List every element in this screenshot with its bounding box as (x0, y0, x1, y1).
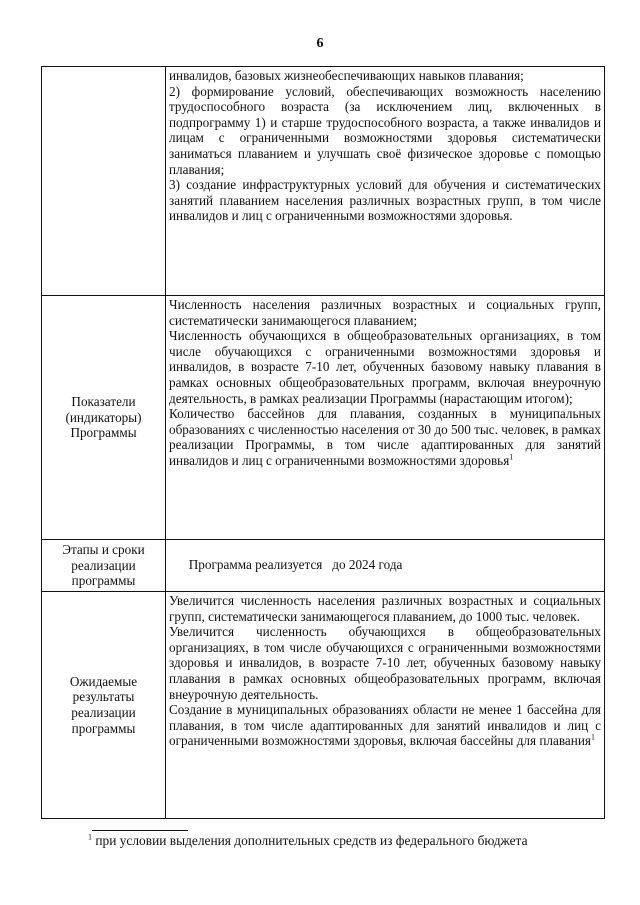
footnote-marker: 1 (590, 732, 595, 742)
results-label-cell (42, 592, 166, 819)
footnote (88, 833, 528, 849)
stages-label-line-2: реализации (71, 557, 136, 573)
results-paragraph-2: Увеличится численность обучающихся в общеобразовательных организациях, в том числе обучающихся с ограниченными возможностями здоровья и инвалидов, в возрасте 7-10 лет, обученных базовому навыку плавания в рамках основных общеобразовательных программ, включая внеурочную деятельность. (169, 624, 601, 702)
footnote-text: при условии выделения дополнительных средств из федерального бюджета (95, 833, 528, 848)
table-row-results (42, 592, 605, 819)
results-paragraph-3 (169, 702, 601, 749)
results-label-line-2: результаты (72, 689, 135, 705)
tasks-paragraph-2: 2) формирование условий, обеспечивающих возможность населению трудоспособного возраста (за исключением лиц, включенных в подпрограмму 1) и старше трудоспособного возраста, а также инвалидов и лицам с ограниченными возможностями здоровья систематически заниматься плаванием и улучшать своё физическое здоровье с помощью плавания; (169, 83, 601, 177)
indicators-label-line-1: Показатели (71, 394, 136, 410)
program-table (41, 66, 605, 819)
tasks-label-cell (42, 67, 166, 296)
results-label-line-3: реализации (71, 705, 136, 720)
page-number: 6 (316, 36, 324, 51)
tasks-content-cell (166, 67, 605, 296)
results-label-line-1: Ожидаемые (69, 673, 138, 689)
table-row-stages (42, 540, 605, 592)
stages-text: Программа реализуется до 2024 года (188, 556, 403, 572)
indicators-content-cell (166, 296, 605, 540)
indicators-paragraph-3 (169, 406, 601, 468)
indicators-paragraph-3-text: Количество бассейнов для плавания, созданных в муниципальных образованиях с численностью населения от 30 до 500 тыс. человек, в рамках реализации Программы, в том числе адаптированных для занятий инвалидов и лиц с ограниченными возможностями здоровья (169, 406, 601, 468)
results-paragraph-3-text: Создание в муниципальных образованиях области не менее 1 бассейна для плавания, в том числе адаптированных для занятий инвалидов и лиц с ограниченными возможностями здоровья, включая бассейны для плавания (169, 702, 601, 749)
footnote-mark: 1 (88, 832, 92, 842)
stages-content-cell (166, 540, 605, 592)
table-row-tasks-continued (42, 67, 605, 296)
stages-label-line-3: программы (71, 573, 136, 589)
footnote-marker: 1 (509, 452, 514, 462)
results-content-cell (166, 592, 605, 819)
indicators-label-line-3: Программы (70, 425, 137, 441)
indicators-label-line-2: (индикаторы) (65, 409, 142, 425)
indicators-paragraph-1: Численность населения различных возрастных и социальных групп, систематически занимающегося плаванием; (169, 297, 601, 328)
stages-label-cell (42, 540, 166, 592)
footnote-divider (92, 830, 188, 831)
indicators-label-cell (42, 296, 166, 540)
stages-label-line-1: Этапы и сроки (62, 542, 145, 558)
tasks-paragraph-1: инвалидов, базовых жизнеобеспечивающих навыков плавания; (169, 68, 524, 83)
results-paragraph-1: Увеличится численность населения различных возрастных и социальных групп, систематически занимающегося плаванием, до 1000 тыс. человек. (169, 593, 601, 624)
results-label-line-4: программы (71, 720, 136, 736)
tasks-paragraph-3: 3) создание инфраструктурных условий для обучения и систематических занятий плаванием населения различных возрастных групп, в том числе инвалидов и лиц с ограниченными возможностями здоровья. (169, 177, 601, 224)
table-row-indicators (42, 296, 605, 540)
indicators-paragraph-2: Численность обучающихся в общеобразовательных организациях, в том числе обучающихся с ограниченными возможностями здоровья и инвалидов, в возрасте 7-10 лет, обученных базовому навыку плавания в рамках основных общеобразовательных программ, включая внеурочную деятельность, в рамках реализации Программы (нарастающим итогом); (169, 328, 601, 406)
